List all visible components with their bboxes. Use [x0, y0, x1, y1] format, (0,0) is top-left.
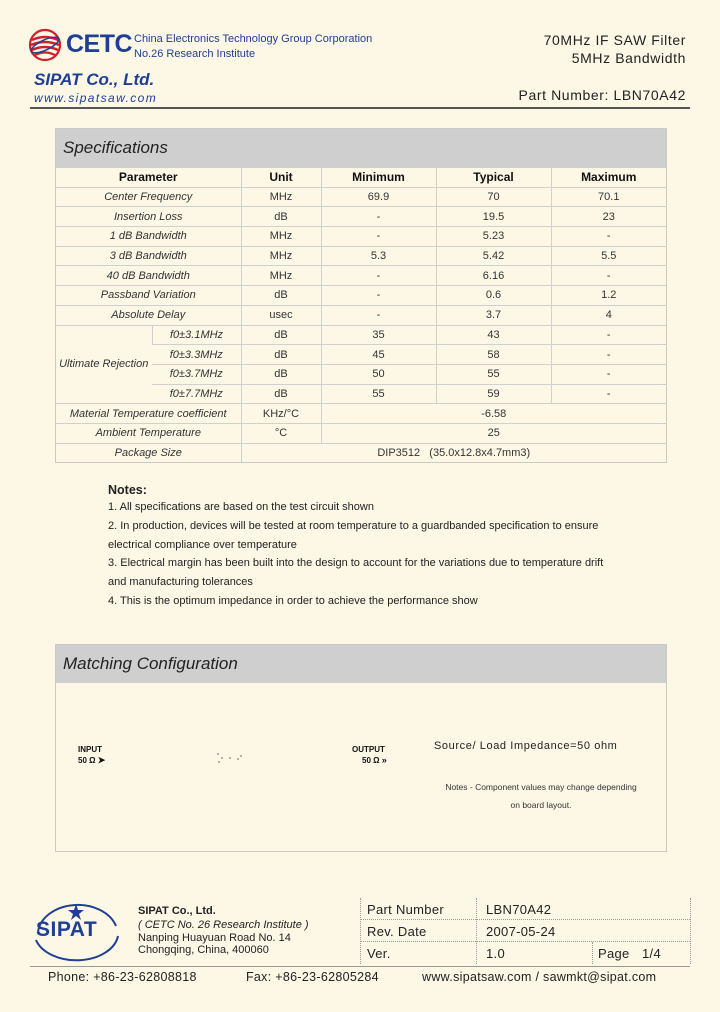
- footer-rev-label: Rev. Date: [367, 924, 427, 939]
- col-header-typical: Typical: [436, 168, 551, 188]
- sipat-company-name: SIPAT Co., Ltd.: [34, 70, 155, 89]
- param-name: Center Frequency: [56, 187, 241, 207]
- param-unit: dB: [241, 364, 321, 384]
- param-typ: 5.23: [436, 227, 551, 247]
- footer-company: SIPAT Co., Ltd.: [138, 905, 216, 917]
- footer-address-line: Nanping Huayuan Road No. 14: [138, 932, 291, 944]
- param-min: -: [321, 266, 436, 286]
- param-unit: dB: [241, 207, 321, 227]
- param-name: Material Temperature coefficient: [56, 404, 241, 424]
- param-name: Passband Variation: [56, 286, 241, 306]
- param-unit: MHz: [241, 227, 321, 247]
- param-name: 40 dB Bandwidth: [56, 266, 241, 286]
- matching-note: [426, 778, 656, 814]
- matching-note-line: on board layout.: [510, 800, 572, 810]
- param-unit: MHz: [241, 187, 321, 207]
- param-max: 23: [551, 207, 666, 227]
- param-typ: 43: [436, 325, 551, 345]
- param-min: 45: [321, 345, 436, 365]
- footer-divider: [476, 898, 477, 964]
- note-line: and manufacturing tolerances: [108, 576, 253, 589]
- notes-block: [108, 482, 603, 611]
- footer-part-label: Part Number: [367, 902, 444, 917]
- footer-page-value: 1/4: [642, 946, 661, 961]
- sipat-website[interactable]: www.sipatsaw.com: [34, 91, 158, 105]
- footer-ver-label: Ver.: [367, 946, 391, 961]
- header-divider: [30, 107, 690, 109]
- param-name: Insertion Loss: [56, 207, 241, 227]
- footer-divider: [690, 898, 691, 964]
- param-unit: dB: [241, 384, 321, 404]
- param-name: Absolute Delay: [56, 305, 241, 325]
- specifications-section: [55, 128, 667, 463]
- rejection-offset: f0±7.7MHz: [152, 384, 241, 404]
- input-impedance: 50 Ω: [78, 756, 96, 765]
- footer-rev-value: 2007-05-24: [486, 924, 556, 939]
- table-row: [56, 404, 666, 424]
- input-arrow-icon: ➤: [97, 755, 106, 765]
- rejection-label: Ultimate Rejection: [56, 325, 152, 404]
- output-arrow-icon: »: [381, 755, 387, 765]
- param-typ: 59: [436, 384, 551, 404]
- param-max: 70.1: [551, 187, 666, 207]
- note-line: 3. Electrical margin has been built into the design to account for the variations due to temperature drift: [108, 557, 604, 570]
- specifications-table: [56, 167, 666, 462]
- param-typ: 5.42: [436, 246, 551, 266]
- param-unit: MHz: [241, 266, 321, 286]
- param-max: 5.5: [551, 246, 666, 266]
- param-max: -: [551, 345, 666, 365]
- param-min: 35: [321, 325, 436, 345]
- param-unit: dB: [241, 325, 321, 345]
- circuit-placeholder-icon: [214, 750, 244, 766]
- param-min: -: [321, 305, 436, 325]
- footer-rule: [30, 966, 690, 967]
- footer-part-value: LBN70A42: [486, 902, 552, 917]
- footer-ver-value: 1.0: [486, 946, 505, 961]
- param-unit: dB: [241, 286, 321, 306]
- product-title: 70MHz IF SAW Filter: [543, 32, 686, 48]
- param-max: 4: [551, 305, 666, 325]
- footer-institute: ( CETC No. 26 Research Institute ): [138, 919, 309, 931]
- specifications-title: Specifications: [56, 129, 666, 167]
- param-min: -: [321, 207, 436, 227]
- table-row: [56, 246, 666, 266]
- notes-title: Notes:: [108, 483, 147, 497]
- rejection-offset: f0±3.1MHz: [152, 325, 241, 345]
- impedance-spec: Source/ Load Impedance=50 ohm: [434, 740, 618, 752]
- param-typ: 19.5: [436, 207, 551, 227]
- rejection-offset: f0±3.7MHz: [152, 364, 241, 384]
- table-row: [56, 227, 666, 247]
- note-line: 4. This is the optimum impedance in order to achieve the performance show: [108, 594, 478, 607]
- product-bandwidth: 5MHz Bandwidth: [571, 50, 686, 66]
- param-value: DIP3512 (35.0x12.8x4.7mm3): [241, 443, 666, 462]
- param-max: -: [551, 364, 666, 384]
- table-row: [56, 286, 666, 306]
- param-unit: MHz: [241, 246, 321, 266]
- sipat-logo-text: SIPAT: [36, 918, 98, 941]
- company-name: China Electronics Technology Group Corporation: [134, 33, 373, 45]
- cetc-logo-text: CETC: [66, 30, 133, 58]
- table-row: [56, 207, 666, 227]
- param-unit: °C: [241, 423, 321, 443]
- input-label: INPUT: [78, 745, 102, 754]
- param-max: 1.2: [551, 286, 666, 306]
- rejection-offset: f0±3.3MHz: [152, 345, 241, 365]
- param-unit: KHz/°C: [241, 404, 321, 424]
- param-name: Ambient Temperature: [56, 423, 241, 443]
- footer-address-line: Chongqing, China, 400060: [138, 944, 269, 956]
- footer-divider: [360, 941, 690, 942]
- footer-page-label: Page: [598, 946, 630, 961]
- footer-fax: Fax: +86-23-62805284: [246, 970, 379, 984]
- param-name: 3 dB Bandwidth: [56, 246, 241, 266]
- note-line: 2. In production, devices will be tested at room temperature to a guardbanded specification to ensure: [108, 519, 599, 532]
- input-port: [78, 745, 105, 766]
- param-max: -: [551, 227, 666, 247]
- cetc-logo-icon: [28, 28, 62, 62]
- table-row: [56, 325, 666, 345]
- param-max: -: [551, 266, 666, 286]
- param-value: 25: [321, 423, 666, 443]
- param-max: -: [551, 325, 666, 345]
- col-header-maximum: Maximum: [551, 168, 666, 188]
- footer-phone: Phone: +86-23-62808818: [48, 970, 197, 984]
- param-min: -: [321, 286, 436, 306]
- footer-divider: [360, 898, 361, 964]
- institute-name: No.26 Research Institute: [134, 48, 256, 60]
- note-line: 1. All specifications are based on the test circuit shown: [108, 501, 374, 513]
- output-impedance: 50 Ω: [362, 756, 380, 765]
- param-min: 5.3: [321, 246, 436, 266]
- param-min: 55: [321, 384, 436, 404]
- param-typ: 55: [436, 364, 551, 384]
- param-min: 69.9: [321, 187, 436, 207]
- table-row: [56, 443, 666, 462]
- table-row: [56, 266, 666, 286]
- param-typ: 6.16: [436, 266, 551, 286]
- param-typ: 0.6: [436, 286, 551, 306]
- table-row: [56, 187, 666, 207]
- param-name: 1 dB Bandwidth: [56, 227, 241, 247]
- col-header-parameter: Parameter: [56, 168, 241, 188]
- note-line: electrical compliance over temperature: [108, 538, 297, 551]
- footer-divider: [360, 919, 690, 920]
- footer-web-email[interactable]: www.sipatsaw.com / sawmkt@sipat.com: [422, 970, 657, 984]
- table-header-row: [56, 168, 666, 188]
- output-label: OUTPUT: [352, 745, 385, 754]
- output-port: [352, 745, 387, 765]
- table-row: [56, 305, 666, 325]
- matching-note-line: Notes - Component values may change depending: [445, 782, 637, 792]
- param-typ: 3.7: [436, 305, 551, 325]
- col-header-unit: Unit: [241, 168, 321, 188]
- col-header-minimum: Minimum: [321, 168, 436, 188]
- footer-divider: [592, 942, 593, 964]
- param-unit: dB: [241, 345, 321, 365]
- param-unit: usec: [241, 305, 321, 325]
- param-name: Package Size: [56, 443, 241, 462]
- part-number: Part Number: LBN70A42: [518, 87, 686, 103]
- table-row: [56, 423, 666, 443]
- param-min: -: [321, 227, 436, 247]
- param-typ: 58: [436, 345, 551, 365]
- matching-title: Matching Configuration: [56, 645, 666, 683]
- param-value: -6.58: [321, 404, 666, 424]
- param-min: 50: [321, 364, 436, 384]
- param-typ: 70: [436, 187, 551, 207]
- param-max: -: [551, 384, 666, 404]
